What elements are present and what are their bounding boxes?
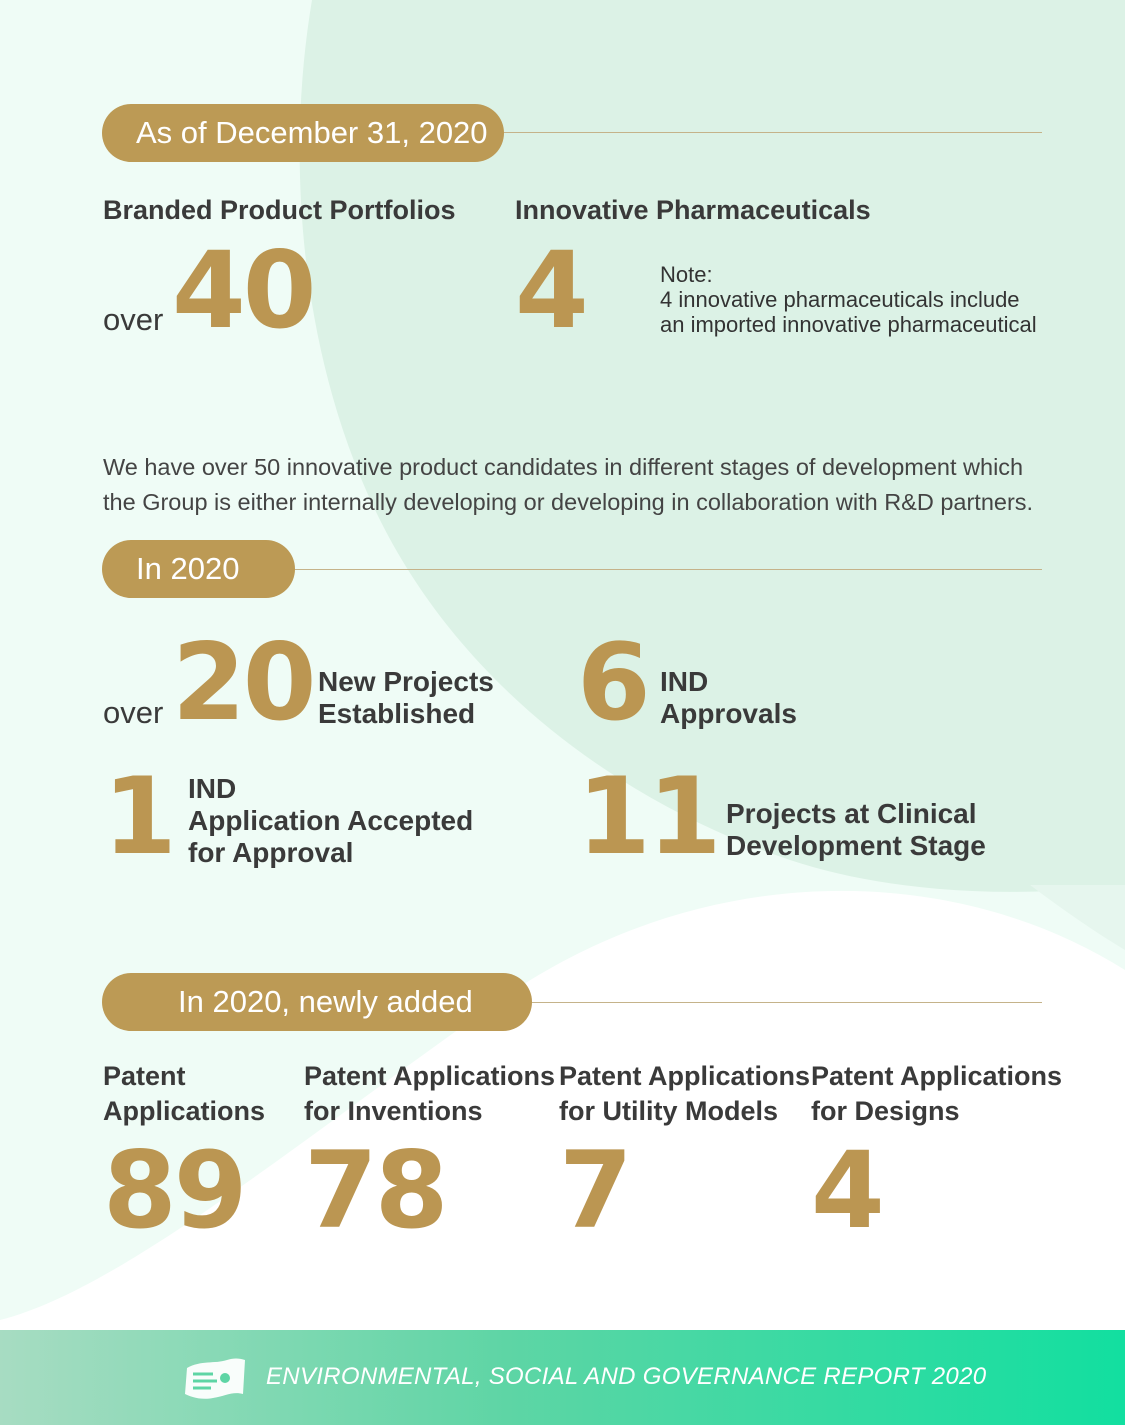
ind-application-label-line2: Application Accepted [188,805,474,836]
year-pill-label: In 2020 [136,551,240,586]
patent-item-4-line2: for Designs [811,1096,960,1126]
patent-item-2-value: 78 [304,1129,446,1252]
patent-item-1-value: 89 [103,1129,245,1252]
paragraph-line1: We have over 50 innovative product candidates in different stages of development which [103,454,1024,480]
note-line1: 4 innovative pharmaceuticals include [660,287,1020,312]
section1-rule [480,132,1042,133]
patent-item-3-value: 7 [559,1129,630,1252]
footer-bar [0,1330,1125,1425]
clinical-label-line2: Development Stage [726,830,986,861]
new-projects-prefix: over [103,695,164,730]
section2-rule [270,569,1042,570]
section3-rule [510,1002,1042,1003]
ind-application-label-line3: for Approval [188,837,354,868]
patent-item-1-line2: Applications [103,1096,266,1126]
patent-item-2-line1: Patent Applications [304,1061,556,1091]
branded-heading: Branded Product Portfolios [103,195,456,225]
new-projects-value: 20 [172,621,314,744]
patent-item-2-line2: for Inventions [304,1096,483,1126]
year-pill [102,540,295,598]
date-pill [102,104,504,162]
ind-approvals-label-line1: IND [660,666,709,697]
footer-title: ENVIRONMENTAL, SOCIAL AND GOVERNANCE REPORT 2020 [266,1363,987,1390]
branded-prefix: over [103,302,164,337]
innovative-value: 4 [515,229,586,352]
flag-logo-icon [183,1354,247,1404]
patent-item-4-value: 4 [811,1129,882,1252]
patent-item-3-line1: Patent Applications [559,1061,811,1091]
new-projects-label-line2: Established [318,698,476,729]
patent-item-3-line2: for Utility Models [559,1096,779,1126]
innovative-heading: Innovative Pharmaceuticals [515,195,871,225]
note-line2: an imported innovative pharmaceutical [660,312,1037,337]
ind-approvals-label-line2: Approvals [660,698,797,729]
ind-application-label-line1: IND [188,773,237,804]
date-pill-label: As of December 31, 2020 [136,115,488,150]
patent-item-1-line1: Patent [103,1061,186,1091]
ind-approvals-value: 6 [577,621,648,744]
note-title: Note: [660,262,713,287]
patent-item-4-line1: Patent Applications [811,1061,1063,1091]
clinical-value: 11 [577,755,719,878]
paragraph-line2: the Group is either internally developing or developing in collaboration with R&D partners. [103,489,1034,515]
clinical-label-line1: Projects at Clinical [726,798,977,829]
newly-added-pill [102,973,532,1031]
ind-application-value: 1 [103,755,174,878]
branded-value: 40 [172,229,314,352]
new-projects-label-line1: New Projects [318,666,494,697]
newly-added-pill-label: In 2020, newly added [178,984,473,1019]
